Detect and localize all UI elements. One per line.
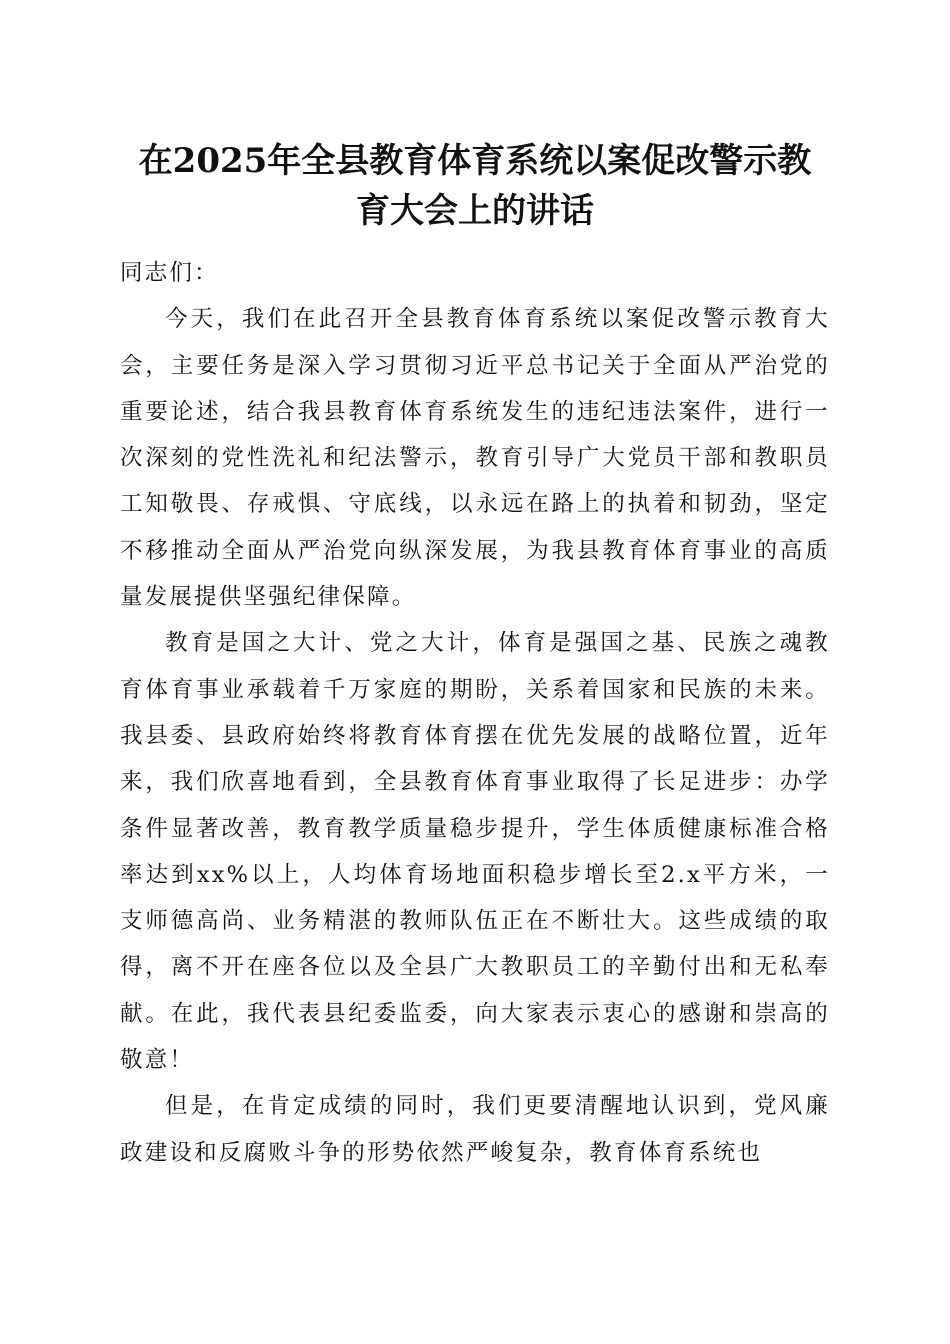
- title-line-2: 育大会上的讲话: [356, 191, 594, 231]
- document-body: [120, 250, 830, 1176]
- paragraph-situation: 但是，在肯定成绩的同时，我们更要清醒地认识到，党风廉政建设和反腐败斗争的形势依然严峻复杂，教育体育系统也: [120, 1093, 830, 1166]
- paragraph-opening: 今天，我们在此召开全县教育体育系统以案促改警示教育大会，主要任务是深入学习贯彻习近平总书记关于全面从严治党的重要论述，结合我县教育体育系统发生的违纪违法案件，进行一次深刻的党性洗礼和纪法警示，教育引导广大党员干部和教职员工知敬畏、存戒惧、守底线，以永远在路上的执着和韧劲，坚定不移推动全面从严治党向纵深发展，为我县教育体育事业的高质量发展提供坚强纪律保障。: [120, 306, 830, 611]
- paragraph-achievements: 教育是国之大计、党之大计，体育是强国之基、民族之魂教育体育事业承载着千万家庭的期盼，关系着国家和民族的未来。我县委、县政府始终将教育体育摆在优先发展的战略位置，近年来，我们欣喜地看到，全县教育体育事业取得了长足进步：办学条件显著改善，教育教学质量稳步提升，学生体质健康标准合格率达到xx%以上，人均体育场地面积稳步增长至2.x平方米，一支师德高尚、业务精湛的教师队伍正在不断壮大。这些成绩的取得，离不开在座各位以及全县广大教职员工的辛勤付出和无私奉献。在此，我代表县纪委监委，向大家表示衷心的感谢和崇高的敬意！: [120, 630, 830, 1074]
- salutation: 同志们：: [120, 260, 219, 286]
- document-title: [120, 136, 830, 236]
- title-line-1: 在2025年全县教育体育系统以案促改警示教: [138, 141, 812, 181]
